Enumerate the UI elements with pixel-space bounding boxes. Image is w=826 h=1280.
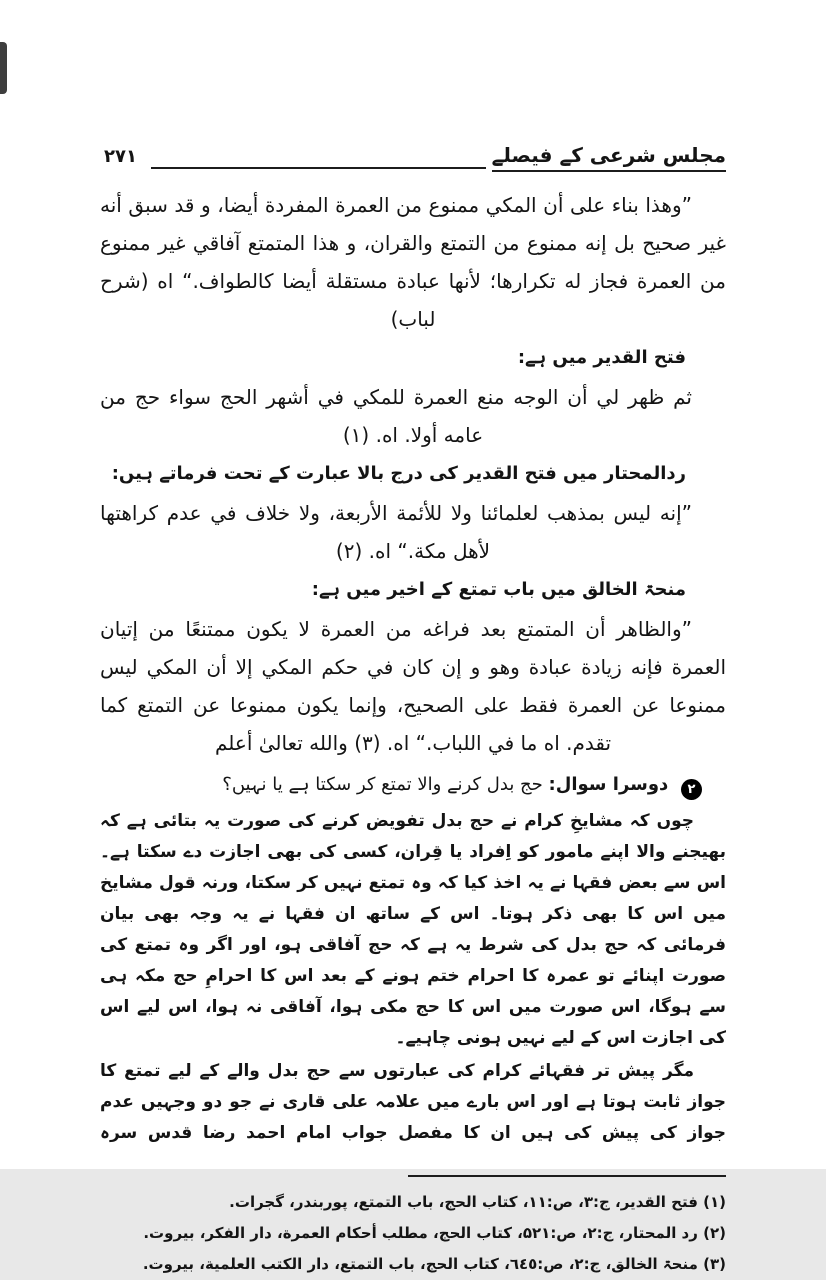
urdu-paragraph-1: چوں کہ مشایخِ کرام نے حج بدل تفویض کرنے کی صورت یہ بتائی ہے کہ بھیجنے والا اپنے مامور کو اِفراد یا قِران، کسی کی بھی اجازت دے سکتا ہے۔ اس سے بعض فقہا نے یہ اخذ کیا کہ وہ تمتع نہیں کر سکتا، ورنہ قول مشایخ میں اس کا بھی ذکر ہوتا۔ اس کے ساتھ ان فقہا نے یہ وجہ بھی بیان فرمائی کہ حج بدل کی شرط یہ ہے کہ حج آفاقی ہو، اور اگر وہ تمتع کی صورت اپنائے تو عمرہ کا احرام ختم ہونے کے بعد اس کا احرامِ حج مکہ ہی سے ہوگا، اس صورت میں اس کا حج مکی ہوا، آفاقی نہ ہوا، اس لیے اس کی اجازت اس کے لیے نہیں ہونی چاہیے۔ xyxy=(100,811,726,1048)
question-heading xyxy=(100,768,726,802)
page-number: ۲۷۱ xyxy=(104,146,137,168)
page-body xyxy=(100,186,726,1149)
footnote-1: (۱) فتح القدیر، ج:۳، ص:۱۱، کتاب الحج، باب التمتع، پوربندر، گجرات. xyxy=(229,1193,726,1211)
arabic-quote-radd-almuhtar: ”إنه ليس بمذهب لعلمائنا ولا للأئمة الأربعة، ولا خلاف في عدم كراهتها لأهل مكة.“ اه. (۲) xyxy=(100,501,692,563)
book-title: مجلس شرعی کے فیصلے xyxy=(492,142,726,172)
arabic-quote-fath-alqadir: ثم ظهر لي أن الوجه منع العمرة للمكي في أشهر الحج سواء حج من عامه أولا. اه. (۱) xyxy=(100,385,692,447)
footnote-2: (۲) رد المحتار، ج:۲، ص:۵۲۱، کتاب الحج، مطلب أحکام العمرة، دار الفکر، بیروت. xyxy=(143,1224,726,1242)
arabic-quote-minhat-alkhaliq: ”والظاهر أن المتمتع بعد فراغه من العمرة لا يكون ممتنعًا من إتيان العمرة فإنه زيادة عبادة وهو و إن كان في حكم المكي إلا أن المكي ليس ممنوعا عن العمرة فقط على الصحيح، وإنما يكون ممنوعا عن التمتع كما تقدم. اه ما في اللباب.“ اه. (۳) والله تعالیٰ أعلم xyxy=(100,617,726,755)
page-header xyxy=(100,142,726,172)
lead-minhat-alkhaliq: منحۃ الخالق میں باب تمتع کے اخیر میں ہے: xyxy=(311,579,686,600)
question-number-badge: ۲ xyxy=(681,779,702,800)
question-text: حج بدل کرنے والا تمتع کر سکتا ہے یا نہیں؟ xyxy=(222,774,543,795)
arabic-quote-sharh-lubab: ”وهذا بناء على أن المكي ممنوع من العمرة المفردة أيضا، و قد سبق أنه غير صحيح بل إنه ممنوع من التمتع والقران، و هذا المتمتع آفاقي غير ممنوع من العمرة فجاز له تكرارها؛ لأنها عبادة مستقلة أيضا كالطواف.“ اه (شرح لباب) xyxy=(100,193,726,331)
footnote-separator xyxy=(408,1175,726,1177)
lead-fath-alqadir: فتح القدیر میں ہے: xyxy=(517,347,686,368)
footnote-section xyxy=(100,1175,726,1280)
lead-radd-almuhtar: ردالمحتار میں فتح القدیر کی درج بالا عبارت کے تحت فرماتے ہیں: xyxy=(111,463,686,484)
urdu-paragraph-2: مگر پیش تر فقہائے کرام کی عبارتوں سے حج بدل والے کے لیے تمتع کا جواز ثابت ہوتا ہے اور اس بارے میں علامہ علی قاری نے جو دو وجہیں عدم جواز کی پیش کی ہیں ان کا مفصل جواب امام احمد رضا قدس سرہ xyxy=(100,1061,726,1143)
scan-artifact xyxy=(0,42,7,94)
header-rule xyxy=(151,167,486,169)
footnote-3: (۳) منحۃ الخالق، ج:۲، ص:٦٤٥، کتاب الحج، باب التمتع، دار الکتب العلمیة، بیروت. xyxy=(142,1255,726,1273)
question-label: دوسرا سوال: xyxy=(548,774,669,795)
